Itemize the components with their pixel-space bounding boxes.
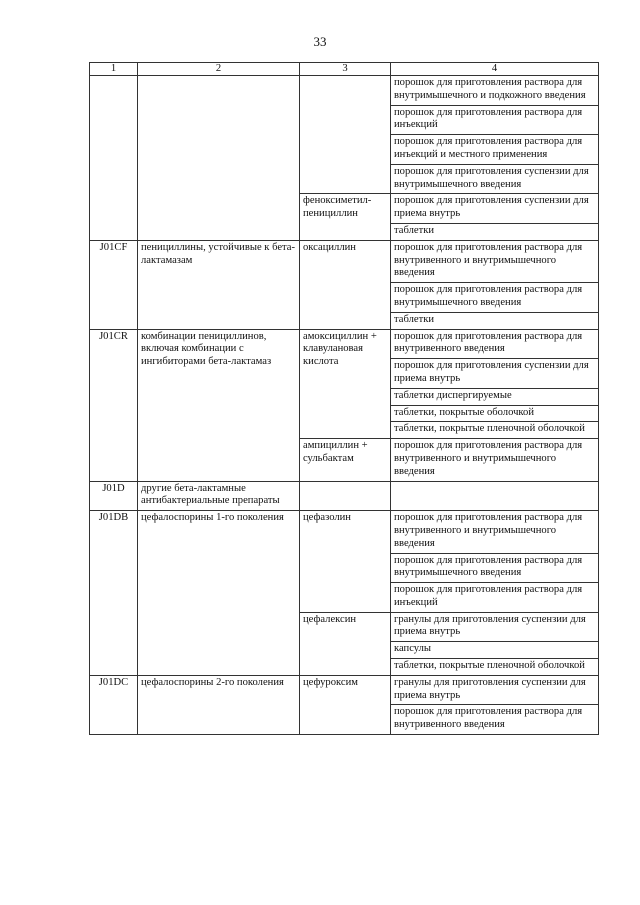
atc-code-cell: J01DB <box>90 511 138 676</box>
drug-name-cell: цефазолин <box>300 511 391 613</box>
dosage-form-cell: гранулы для приготовления суспензии для приема внутрь <box>391 675 599 705</box>
dosage-form-cell: порошок для приготовления суспензии для внутримышечного введения <box>391 164 599 194</box>
atc-group-cell: цефалоспорины 1-го поколения <box>138 511 300 676</box>
column-number: 2 <box>138 63 300 76</box>
dosage-form-cell: порошок для приготовления раствора для инъекций и местного применения <box>391 135 599 165</box>
page-number: 33 <box>313 34 327 49</box>
dosage-form-cell: капсулы <box>391 642 599 659</box>
dosage-form-cell <box>391 481 599 511</box>
column-number: 4 <box>391 63 599 76</box>
dosage-form-cell: порошок для приготовления раствора для внутримышечного введения <box>391 553 599 583</box>
dosage-form-cell: порошок для приготовления раствора для внутривенного и внутримышечного введения <box>391 511 599 553</box>
table-row <box>90 675 599 705</box>
dosage-form-cell: порошок для приготовления суспензии для приема внутрь <box>391 194 599 224</box>
dosage-form-cell: гранулы для приготовления суспензии для приема внутрь <box>391 612 599 642</box>
drug-table <box>89 62 599 735</box>
drug-name-cell: цефуроксим <box>300 675 391 734</box>
dosage-form-cell: таблетки, покрытые пленочной оболочкой <box>391 422 599 439</box>
atc-code-cell: J01CF <box>90 240 138 329</box>
drug-name-cell: ампициллин + сульбактам <box>300 439 391 481</box>
drug-name-cell: цефалексин <box>300 612 391 675</box>
table-row <box>90 511 599 553</box>
dosage-form-cell: порошок для приготовления раствора для инъекций <box>391 583 599 613</box>
atc-code-cell: J01CR <box>90 329 138 481</box>
dosage-form-cell: таблетки <box>391 223 599 240</box>
atc-group-cell: другие бета-лактамные антибактериальные препараты <box>138 481 300 511</box>
drug-name-cell <box>300 481 391 511</box>
dosage-form-cell: порошок для приготовления суспензии для приема внутрь <box>391 359 599 389</box>
dosage-form-cell: порошок для приготовления раствора для инъекций <box>391 105 599 135</box>
atc-group-cell: пенициллины, устойчивые к бета-лактамазам <box>138 240 300 329</box>
drug-name-cell: оксациллин <box>300 240 391 329</box>
atc-code-cell: J01D <box>90 481 138 511</box>
atc-code-cell <box>90 76 138 241</box>
dosage-form-cell: таблетки диспергируемые <box>391 388 599 405</box>
dosage-form-cell: таблетки <box>391 312 599 329</box>
drug-name-cell: амоксициллин + клавулановая кислота <box>300 329 391 439</box>
column-number-row <box>90 63 599 76</box>
table-row <box>90 329 599 359</box>
table-row <box>90 240 599 282</box>
table-row <box>90 76 599 106</box>
dosage-form-cell: порошок для приготовления раствора для внутримышечного и подкожного введения <box>391 76 599 106</box>
dosage-form-cell: таблетки, покрытые пленочной оболочкой <box>391 659 599 676</box>
column-number: 1 <box>90 63 138 76</box>
dosage-form-cell: порошок для приготовления раствора для внутривенного и внутримышечного введения <box>391 439 599 481</box>
atc-code-cell: J01DC <box>90 675 138 734</box>
column-number: 3 <box>300 63 391 76</box>
drug-name-cell <box>300 76 391 194</box>
dosage-form-cell: порошок для приготовления раствора для внутривенного и внутримышечного введения <box>391 240 599 282</box>
dosage-form-cell: порошок для приготовления раствора для внутривенного введения <box>391 329 599 359</box>
dosage-form-cell: порошок для приготовления раствора для внутримышечного введения <box>391 283 599 313</box>
drug-name-cell: феноксиметил-пенициллин <box>300 194 391 240</box>
dosage-form-cell: таблетки, покрытые оболочкой <box>391 405 599 422</box>
dosage-form-cell: порошок для приготовления раствора для внутривенного введения <box>391 705 599 735</box>
atc-group-cell: комбинации пенициллинов, включая комбинации с ингибиторами бета-лактамаз <box>138 329 300 481</box>
atc-group-cell <box>138 76 300 241</box>
atc-group-cell: цефалоспорины 2-го поколения <box>138 675 300 734</box>
table-row <box>90 481 599 511</box>
